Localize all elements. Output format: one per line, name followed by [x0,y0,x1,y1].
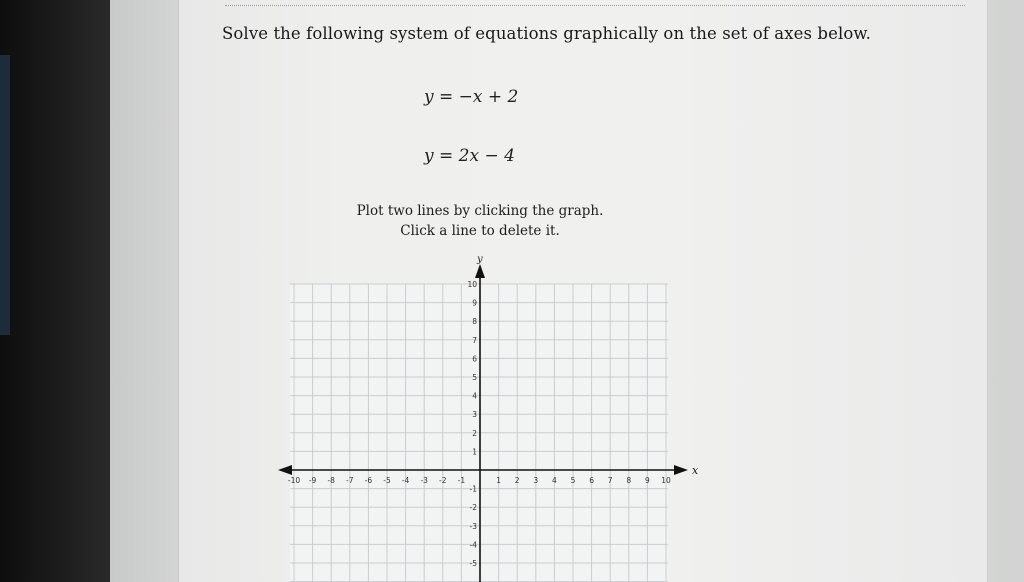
y-tick-label: -1 [469,484,477,494]
x-tick-label: 3 [533,476,539,485]
y-tick-label: 3 [472,410,477,420]
y-tick-label: 1 [472,447,477,457]
x-tick-label: 10 [661,476,671,485]
y-tick-label: -2 [469,503,477,513]
y-tick-label: 9 [472,298,477,308]
y-tick-label: 7 [472,335,477,345]
x-tick-label: 5 [570,476,576,485]
x-tick-label: -7 [346,476,354,485]
equation-2-equals: = [439,146,454,166]
x-tick-label: -10 [287,476,301,485]
instruction-plot: Plot two lines by clicking the graph. [356,203,604,219]
x-tick-label: -5 [383,476,391,485]
x-tick-label: -4 [401,476,410,485]
x-axis-label: x [692,464,699,477]
x-tick-label: -8 [327,476,335,485]
x-tick-label: 8 [626,476,632,485]
y-tick-label: 8 [472,317,477,327]
equation-1-rhs: −x + 2 [458,87,519,107]
instruction-delete: Click a line to delete it. [400,223,560,239]
equation-1-equals: = [439,87,454,107]
x-tick-label: -6 [364,476,373,485]
equation-2-rhs: 2x − 4 [458,146,515,166]
y-tick-label: 2 [472,428,477,438]
x-tick-label: 2 [514,476,520,485]
y-tick-label: 5 [472,373,477,382]
x-tick-label: -3 [420,476,428,485]
y-tick-label: -3 [469,521,477,531]
x-tick-label: 9 [645,476,650,485]
x-axis-arrow-right [674,465,688,475]
y-axis-label: y [477,254,483,265]
x-tick-label: 7 [607,476,613,485]
x-tick-label: -1 [457,476,466,485]
equation-2-lhs: y [424,146,434,166]
x-tick-label: 4 [552,476,557,485]
y-axis-arrow-up [475,264,485,278]
y-tick-label: 6 [472,354,477,364]
y-tick-label: -5 [469,559,477,568]
y-tick-label: 4 [472,391,477,401]
equation-1-lhs: y [424,87,434,107]
x-axis-arrow-left [278,465,292,475]
x-tick-label: 6 [589,476,594,485]
x-tick-label: 1 [496,476,501,485]
x-tick-label: -9 [308,476,317,485]
question-prompt: Solve the following system of equations graphically on the set of axes below. [222,24,871,43]
y-tick-label: 10 [467,280,477,289]
y-tick-label: -4 [469,540,477,550]
x-tick-label: -2 [439,476,447,485]
